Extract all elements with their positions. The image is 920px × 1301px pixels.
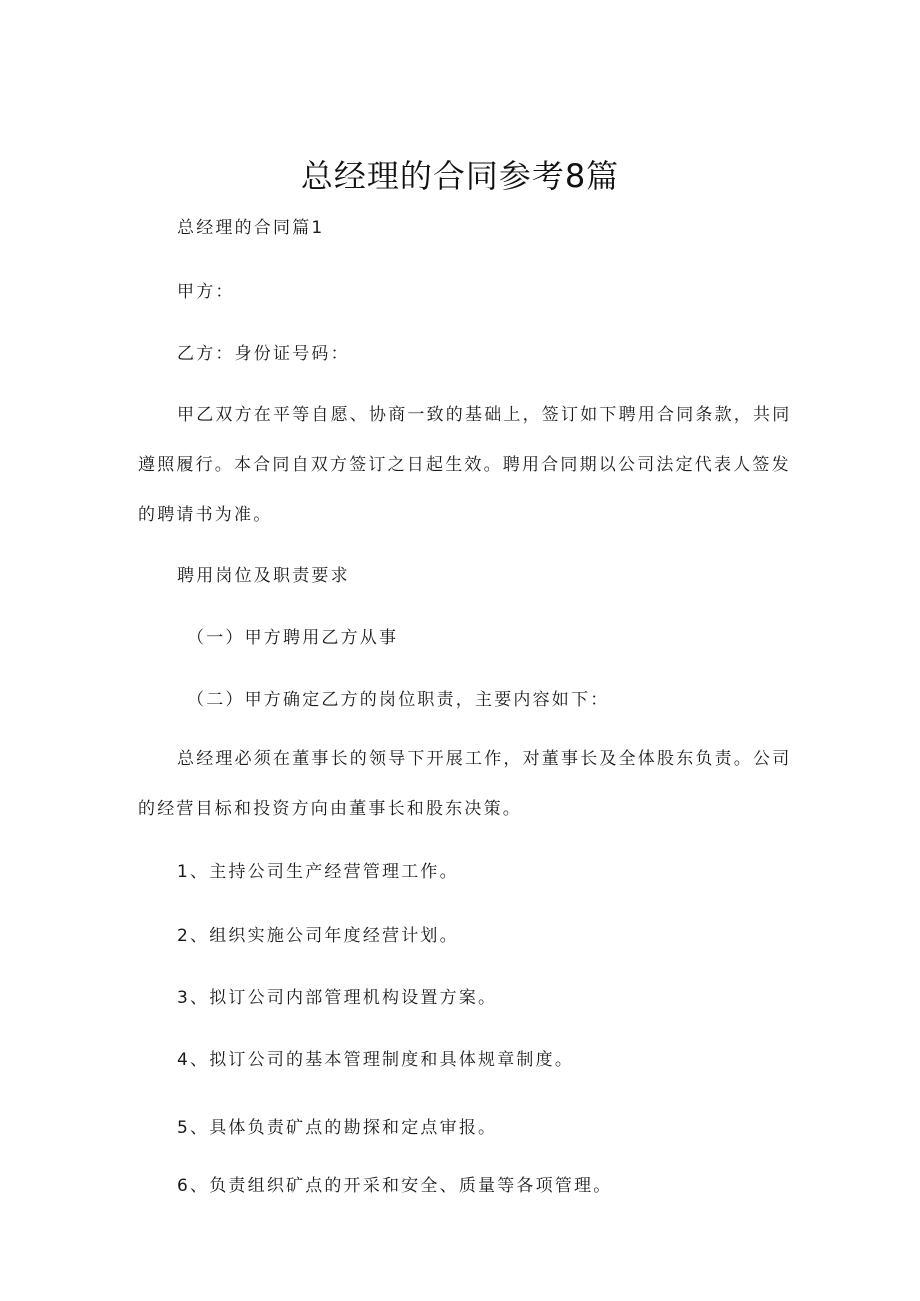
duty-item-4: 4、拟订公司的基本管理制度和具体规章制度。	[177, 1050, 575, 1070]
document-title: 总经理的合同参考8篇	[300, 157, 620, 195]
party-a-line: 甲方：	[177, 282, 235, 302]
duty-intro-paragraph: 总经理必须在董事长的领导下开展工作，对董事长及全体股东负责。公司的经营目标和投资方向由董事长和股东决策。	[138, 749, 792, 819]
section-heading: 总经理的合同篇1	[177, 218, 325, 238]
duty-item-1: 1、主持公司生产经营管理工作。	[177, 862, 459, 882]
clause-2: （二）甲方确定乙方的岗位职责，主要内容如下：	[187, 690, 610, 710]
clause-1: （一）甲方聘用乙方从事	[187, 628, 399, 648]
intro-paragraph: 甲乙双方在平等自愿、协商一致的基础上，签订如下聘用合同条款，共同遵照履行。本合同自双方签订之日起生效。聘用合同期以公司法定代表人签发的聘请书为准。	[138, 405, 792, 525]
party-b-line: 乙方：身份证号码：	[177, 344, 350, 364]
duty-item-6: 6、负责组织矿点的开采和安全、质量等各项管理。	[177, 1176, 613, 1196]
post-heading: 聘用岗位及职责要求	[177, 566, 350, 586]
duty-item-2: 2、组织实施公司年度经营计划。	[177, 926, 459, 946]
duty-item-5: 5、具体负责矿点的勘探和定点审报。	[177, 1118, 498, 1138]
duty-item-3: 3、拟订公司内部管理机构设置方案。	[177, 988, 498, 1008]
